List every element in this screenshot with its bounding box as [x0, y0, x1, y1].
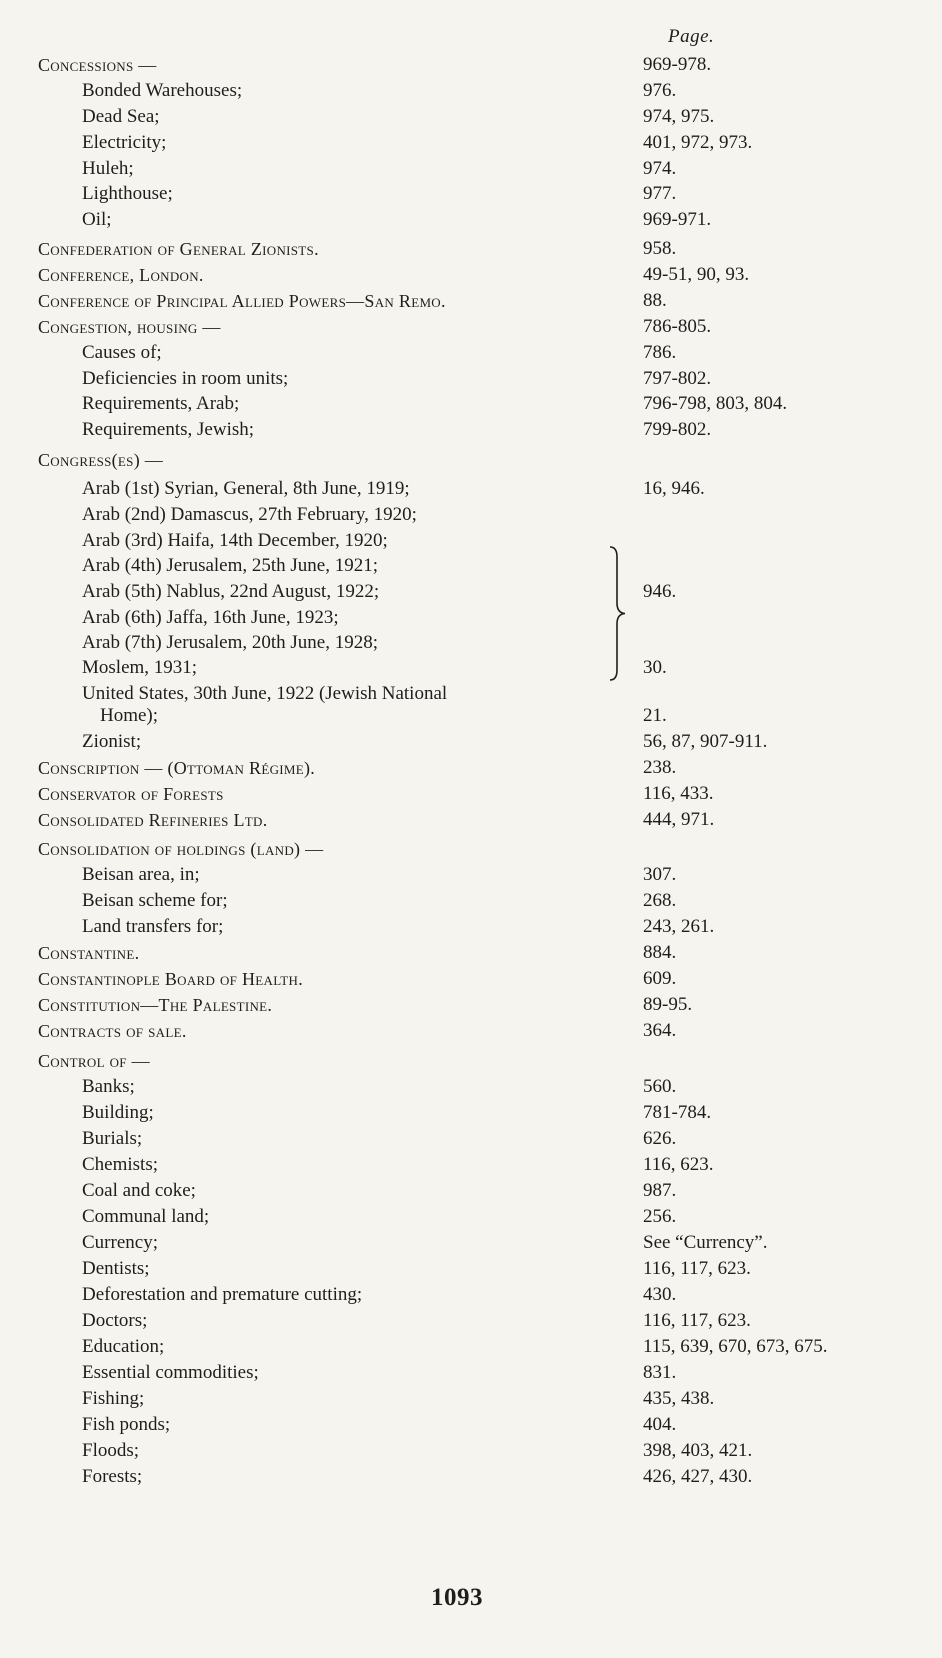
page-references: 256. — [643, 1206, 677, 1227]
page-references: 268. — [643, 890, 677, 911]
index-term: Bonded Warehouses; — [82, 80, 243, 101]
index-term: Constantinople Board of Health. — [38, 969, 304, 989]
page-references: See “Currency”. — [643, 1232, 768, 1253]
page-references: 364. — [643, 1020, 677, 1041]
page-references: 116, 117, 623. — [643, 1310, 751, 1331]
page-references: 987. — [643, 1180, 677, 1201]
index-term: Doctors; — [82, 1310, 148, 1331]
index-term: Deficiencies in room units; — [82, 368, 289, 389]
page-references: 89-95. — [643, 994, 693, 1015]
page-references: 398, 403, 421. — [643, 1440, 753, 1461]
page-references: 609. — [643, 968, 677, 989]
index-term: Banks; — [82, 1076, 135, 1097]
index-term: Conference, London. — [38, 265, 204, 285]
index-term: Control of — — [38, 1051, 150, 1071]
index-term: Deforestation and premature cutting; — [82, 1284, 363, 1305]
index-term: Congestion, housing — — [38, 317, 221, 337]
index-term: Arab (5th) Nablus, 22nd August, 1922; — [82, 581, 380, 602]
index-term: Lighthouse; — [82, 183, 173, 204]
page-references: 884. — [643, 942, 677, 963]
index-term: Dead Sea; — [82, 106, 160, 127]
page-references: 976. — [643, 80, 677, 101]
page-references: 977. — [643, 183, 677, 204]
index-term: Huleh; — [82, 158, 134, 179]
index-term: Requirements, Arab; — [82, 393, 240, 414]
index-term: Oil; — [82, 209, 112, 230]
index-term: Consolidated Refineries Ltd. — [38, 810, 268, 830]
index-term: Arab (6th) Jaffa, 16th June, 1923; — [82, 607, 339, 628]
index-term: Confederation of General Zionists. — [38, 239, 319, 259]
index-term: Chemists; — [82, 1154, 159, 1175]
page-references: 781-784. — [643, 1102, 712, 1123]
page-references: 831. — [643, 1362, 677, 1383]
page-references: 560. — [643, 1076, 677, 1097]
index-term: Congress(es) — — [38, 450, 164, 470]
page-references: 30. — [643, 657, 667, 678]
page-references: 946. — [643, 581, 677, 602]
page-references: 56, 87, 907-911. — [643, 731, 768, 752]
index-term: United States, 30th June, 1922 (Jewish National — [82, 683, 448, 704]
index-term: Constitution—The Palestine. — [38, 995, 273, 1015]
index-term: Burials; — [82, 1128, 143, 1149]
page-references: 21. — [643, 705, 667, 726]
index-term: Home); — [100, 705, 159, 726]
index-term: Requirements, Jewish; — [82, 419, 255, 440]
page-references: 969-978. — [643, 54, 712, 75]
page-references: 88. — [643, 290, 667, 311]
index-term: Fish ponds; — [82, 1414, 171, 1435]
page-references: 115, 639, 670, 673, 675. — [643, 1336, 828, 1357]
page-references: 444, 971. — [643, 809, 715, 830]
page-references: 16, 946. — [643, 478, 705, 499]
page-references: 116, 623. — [643, 1154, 714, 1175]
page-column-header: Page. — [668, 26, 715, 47]
page-references: 797-802. — [643, 368, 712, 389]
page-references: 796-798, 803, 804. — [643, 393, 788, 414]
index-term: Fishing; — [82, 1388, 145, 1409]
page-references: 307. — [643, 864, 677, 885]
index-term: Beisan scheme for; — [82, 890, 228, 911]
page-references: 974. — [643, 158, 677, 179]
page-references: 435, 438. — [643, 1388, 715, 1409]
page-references: 974, 975. — [643, 106, 715, 127]
index-term: Zionist; — [82, 731, 142, 752]
page-references: 958. — [643, 238, 677, 259]
index-term: Beisan area, in; — [82, 864, 200, 885]
index-term: Conscription — (Ottoman Régime). — [38, 758, 316, 778]
index-term: Constantine. — [38, 943, 140, 963]
page-references: 238. — [643, 757, 677, 778]
page-references: 404. — [643, 1414, 677, 1435]
index-term: Currency; — [82, 1232, 158, 1253]
page-references: 430. — [643, 1284, 677, 1305]
index-term: Land transfers for; — [82, 916, 224, 937]
index-term: Moslem, 1931; — [82, 657, 198, 678]
index-term: Causes of; — [82, 342, 162, 363]
index-term: Essential commodities; — [82, 1362, 259, 1383]
page-references: 426, 427, 430. — [643, 1466, 753, 1487]
page-references: 786-805. — [643, 316, 712, 337]
index-term: Floods; — [82, 1440, 140, 1461]
page-references: 786. — [643, 342, 677, 363]
index-term: Arab (1st) Syrian, General, 8th June, 1919; — [82, 478, 410, 499]
index-term: Arab (2nd) Damascus, 27th February, 1920; — [82, 504, 417, 525]
page-references: 116, 433. — [643, 783, 714, 804]
page-number: 1093 — [431, 1584, 483, 1611]
index-term: Arab (7th) Jerusalem, 20th June, 1928; — [82, 632, 379, 653]
index-term: Electricity; — [82, 132, 167, 153]
index-term: Forests; — [82, 1466, 143, 1487]
index-term: Concessions — — [38, 55, 157, 75]
index-term: Coal and coke; — [82, 1180, 196, 1201]
index-term: Conference of Principal Allied Powers—San Remo. — [38, 291, 446, 311]
page-references: 49-51, 90, 93. — [643, 264, 750, 285]
index-term: Arab (3rd) Haifa, 14th December, 1920; — [82, 530, 388, 551]
index-term: Consolidation of holdings (land) — — [38, 839, 324, 859]
index-term: Conservator of Forests — [38, 784, 224, 804]
index-term: Communal land; — [82, 1206, 210, 1227]
index-term: Education; — [82, 1336, 165, 1357]
page-references: 969-971. — [643, 209, 712, 230]
index-term: Contracts of sale. — [38, 1021, 187, 1041]
page-references: 243, 261. — [643, 916, 715, 937]
page-references: 401, 972, 973. — [643, 132, 753, 153]
index-term: Arab (4th) Jerusalem, 25th June, 1921; — [82, 555, 379, 576]
page-references: 626. — [643, 1128, 677, 1149]
page-references: 799-802. — [643, 419, 712, 440]
index-term: Dentists; — [82, 1258, 150, 1279]
index-term: Building; — [82, 1102, 154, 1123]
brace-bracket — [608, 545, 628, 682]
page-references: 116, 117, 623. — [643, 1258, 751, 1279]
